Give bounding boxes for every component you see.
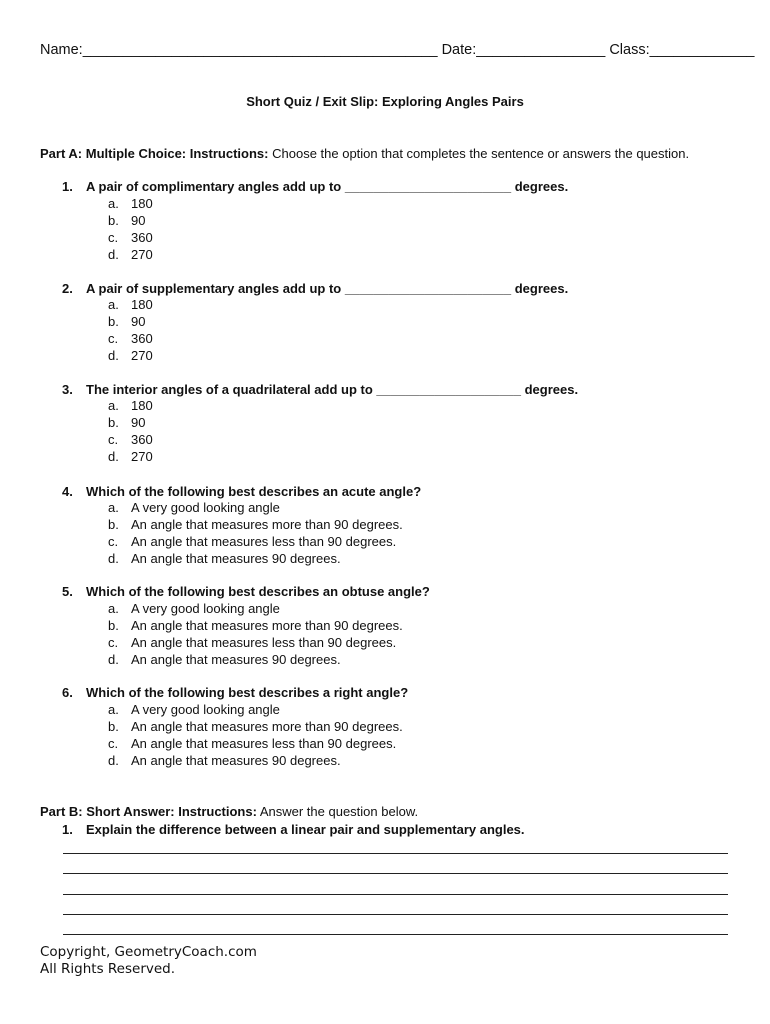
option-text: 270 bbox=[131, 448, 153, 464]
option-letter: a. bbox=[108, 398, 119, 413]
part-a-heading bbox=[40, 146, 689, 161]
option-c bbox=[108, 534, 403, 551]
part-a-label: Part A: Multiple Choice: Instructions: bbox=[40, 146, 269, 161]
question-2 bbox=[62, 281, 568, 296]
copyright-line-1: Copyright, GeometryCoach.com bbox=[40, 944, 257, 960]
question-6 bbox=[62, 685, 408, 700]
option-text: 270 bbox=[131, 347, 153, 363]
option-letter: b. bbox=[108, 212, 119, 228]
part-b-instructions: Answer the question below. bbox=[259, 804, 419, 819]
answer-line bbox=[63, 853, 728, 854]
question-3-options bbox=[108, 398, 153, 466]
option-a bbox=[108, 500, 403, 517]
option-b bbox=[108, 213, 153, 230]
option-letter: b. bbox=[108, 718, 119, 734]
question-number: 3. bbox=[62, 382, 73, 397]
page-title: Short Quiz / Exit Slip: Exploring Angles Pairs bbox=[246, 94, 524, 109]
option-d bbox=[108, 753, 403, 770]
question-4 bbox=[62, 484, 421, 499]
option-text: An angle that measures less than 90 degrees. bbox=[131, 634, 397, 650]
option-letter: d. bbox=[108, 448, 119, 464]
option-b bbox=[108, 618, 403, 635]
option-letter: a. bbox=[108, 601, 119, 616]
option-text: An angle that measures 90 degrees. bbox=[131, 550, 341, 566]
date-label: Date: bbox=[441, 42, 477, 58]
option-letter: a. bbox=[108, 297, 119, 312]
option-letter: b. bbox=[108, 617, 119, 633]
option-text: 360 bbox=[131, 431, 153, 447]
option-d bbox=[108, 247, 153, 264]
answer-line bbox=[63, 934, 728, 935]
part-a-instructions: Choose the option that completes the sentence or answers the question. bbox=[272, 146, 690, 161]
option-text: 90 bbox=[131, 414, 146, 430]
date-blank: ________________ bbox=[476, 42, 606, 58]
part-b-heading bbox=[40, 804, 418, 819]
option-letter: c. bbox=[108, 431, 119, 447]
option-text: 90 bbox=[131, 313, 146, 329]
option-text: 180 bbox=[131, 297, 153, 312]
option-b bbox=[108, 517, 403, 534]
option-d bbox=[108, 652, 403, 669]
option-text: A very good looking angle bbox=[131, 601, 280, 616]
option-a bbox=[108, 601, 403, 618]
option-text: A very good looking angle bbox=[131, 500, 280, 515]
option-letter: c. bbox=[108, 229, 119, 245]
option-letter: c. bbox=[108, 533, 119, 549]
question-4-options bbox=[108, 500, 403, 568]
option-c bbox=[108, 635, 403, 652]
option-letter: a. bbox=[108, 500, 119, 515]
name-label: Name: bbox=[40, 42, 83, 58]
question-text: A pair of supplementary angles add up to _______________________ degrees. bbox=[86, 281, 569, 296]
option-letter: b. bbox=[108, 313, 119, 329]
option-letter: d. bbox=[108, 347, 119, 363]
option-text: An angle that measures more than 90 degrees. bbox=[131, 516, 403, 532]
option-letter: b. bbox=[108, 516, 119, 532]
option-b bbox=[108, 719, 403, 736]
question-1 bbox=[62, 179, 568, 194]
option-letter: d. bbox=[108, 752, 119, 768]
question-number: 6. bbox=[62, 685, 73, 700]
option-letter: a. bbox=[108, 196, 119, 211]
option-text: An angle that measures less than 90 degrees. bbox=[131, 735, 397, 751]
copyright-line-2: All Rights Reserved. bbox=[40, 961, 176, 977]
question-number: 5. bbox=[62, 584, 73, 599]
question-6-options bbox=[108, 702, 403, 770]
option-letter: a. bbox=[108, 702, 119, 717]
option-a bbox=[108, 196, 153, 213]
question-text: Which of the following best describes an obtuse angle? bbox=[86, 584, 430, 599]
option-letter: c. bbox=[108, 735, 119, 751]
copyright-notice bbox=[40, 944, 257, 978]
option-letter: c. bbox=[108, 330, 119, 346]
part-b-question-1 bbox=[62, 822, 525, 837]
question-text: Which of the following best describes a right angle? bbox=[86, 685, 409, 700]
option-text: 270 bbox=[131, 246, 153, 262]
part-b-label: Part B: Short Answer: Instructions: bbox=[40, 804, 257, 819]
option-b bbox=[108, 415, 153, 432]
option-text: An angle that measures 90 degrees. bbox=[131, 752, 341, 768]
option-letter: d. bbox=[108, 550, 119, 566]
question-text: The interior angles of a quadrilateral add up to ____________________ degrees. bbox=[86, 382, 579, 397]
option-b bbox=[108, 314, 153, 331]
option-text: An angle that measures 90 degrees. bbox=[131, 651, 341, 667]
option-text: An angle that measures more than 90 degrees. bbox=[131, 617, 403, 633]
question-1-options bbox=[108, 196, 153, 264]
question-text: A pair of complimentary angles add up to _______________________ degrees. bbox=[86, 179, 569, 194]
option-letter: d. bbox=[108, 651, 119, 667]
option-c bbox=[108, 331, 153, 348]
class-label: Class: bbox=[609, 42, 650, 58]
class-blank: _____________ bbox=[649, 42, 755, 58]
option-text: An angle that measures more than 90 degrees. bbox=[131, 718, 403, 734]
question-5-options bbox=[108, 601, 403, 669]
option-text: 360 bbox=[131, 229, 153, 245]
option-text: 180 bbox=[131, 398, 153, 413]
option-text: An angle that measures less than 90 degrees. bbox=[131, 533, 397, 549]
option-c bbox=[108, 230, 153, 247]
option-d bbox=[108, 348, 153, 365]
option-c bbox=[108, 432, 153, 449]
option-a bbox=[108, 702, 403, 719]
question-text: Which of the following best describes an acute angle? bbox=[86, 484, 422, 499]
question-number: 4. bbox=[62, 484, 73, 499]
option-text: 180 bbox=[131, 196, 153, 211]
question-number: 2. bbox=[62, 281, 73, 296]
question-text: Explain the difference between a linear pair and supplementary angles. bbox=[86, 822, 525, 837]
answer-line bbox=[63, 894, 728, 895]
question-3 bbox=[62, 382, 578, 397]
option-letter: b. bbox=[108, 414, 119, 430]
option-text: 90 bbox=[131, 212, 146, 228]
answer-line bbox=[63, 914, 728, 915]
question-5 bbox=[62, 584, 430, 599]
option-d bbox=[108, 449, 153, 466]
name-blank: ____________________________________________ bbox=[82, 42, 438, 58]
option-text: A very good looking angle bbox=[131, 702, 280, 717]
option-letter: d. bbox=[108, 246, 119, 262]
option-letter: c. bbox=[108, 634, 119, 650]
option-d bbox=[108, 551, 403, 568]
answer-line bbox=[63, 873, 728, 874]
option-a bbox=[108, 398, 153, 415]
question-number: 1. bbox=[62, 822, 73, 837]
option-a bbox=[108, 297, 153, 314]
question-2-options bbox=[108, 297, 153, 365]
option-text: 360 bbox=[131, 330, 153, 346]
question-number: 1. bbox=[62, 179, 73, 194]
header-fields bbox=[40, 42, 754, 58]
option-c bbox=[108, 736, 403, 753]
